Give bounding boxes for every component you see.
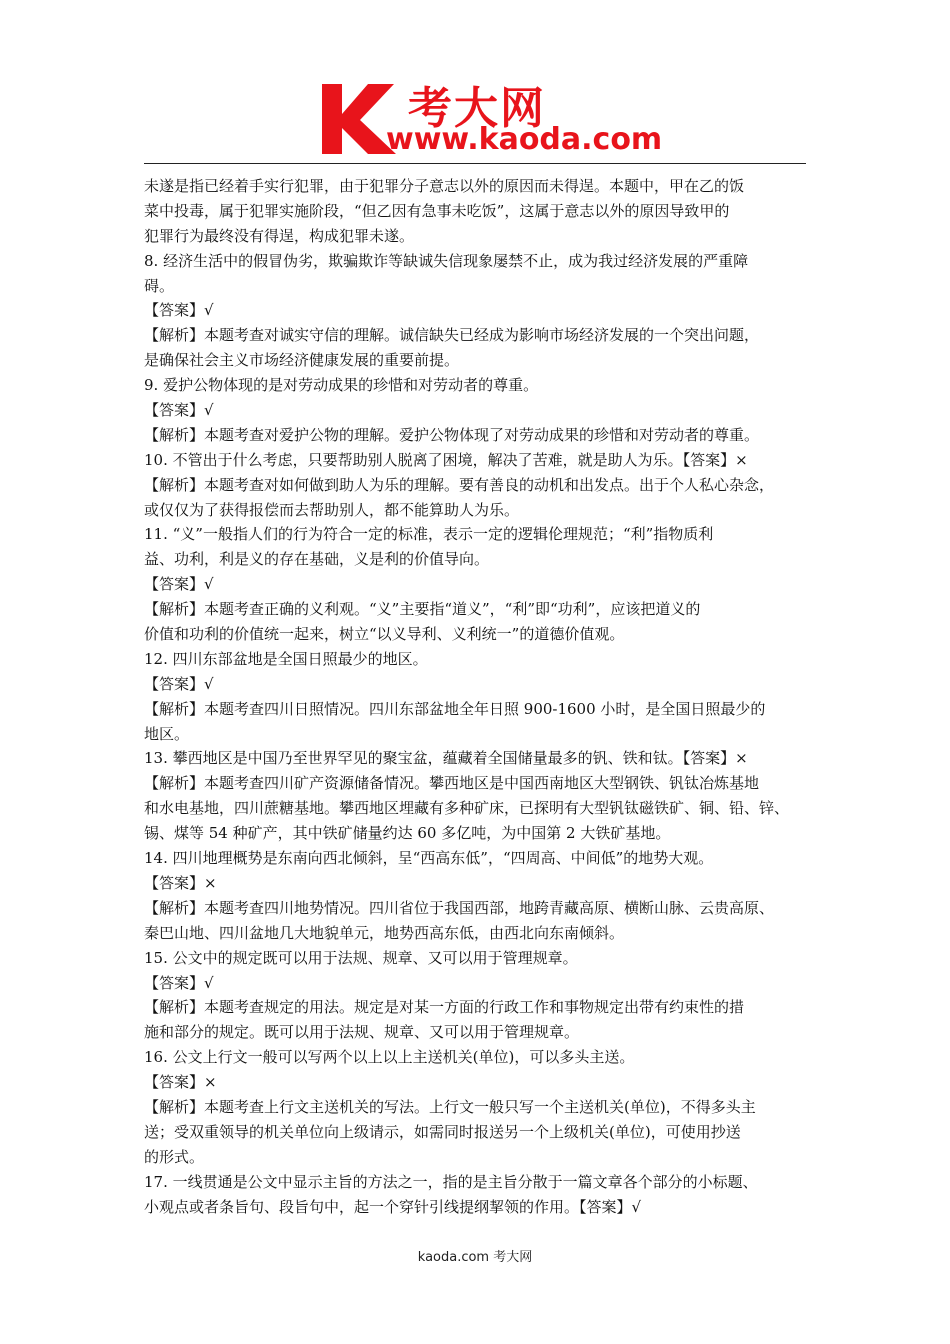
text-line: 【解析】本题考查对诚实守信的理解。诚信缺失已经成为影响市场经济发展的一个突出问题，	[144, 326, 760, 345]
site-logo[interactable]	[316, 76, 663, 160]
text-line: 11. “义”一般指人们的行为符合一定的标准，表示一定的逻辑伦理规范；“利”指物质利	[144, 525, 714, 544]
text-line: 价值和功利的价值统一起来，树立“以义导利、义利统一”的道德价值观。	[144, 625, 625, 644]
text-line: 12. 四川东部盆地是全国日照最少的地区。	[144, 649, 428, 668]
text-line: 犯罪行为最终没有得逞，构成犯罪未遂。	[144, 226, 415, 245]
text-line: 【解析】本题考查规定的用法。规定是对某一方面的行政工作和事物规定出带有约束性的措	[144, 998, 745, 1017]
text-line: 【解析】本题考查四川地势情况。四川省位于我国西部，地跨青藏高原、横断山脉、云贵高原、	[144, 898, 775, 917]
text-line: 【答案】×	[144, 1073, 217, 1092]
text-line: 送；受双重领导的机关单位向上级请示，如需同时报送另一个上级机关(单位)，可使用抄送	[144, 1122, 741, 1141]
text-line: 8. 经济生活中的假冒伪劣，欺骗欺诈等缺诚失信现象屡禁不止，成为我过经济发展的严重障	[144, 251, 749, 270]
text-line: 【解析】本题考查四川日照情况。四川东部盆地全年日照 900-1600 小时，是全国日照最少的	[144, 699, 766, 718]
text-line: 17. 一线贯通是公文中显示主旨的方法之一，指的是主旨分散于一篇文章各个部分的小标题、	[144, 1172, 758, 1191]
text-line: 【答案】×	[144, 873, 217, 892]
text-line: 10. 不管出于什么考虑，只要帮助别人脱离了困境，解决了苦难，就是助人为乐。【答案】×	[144, 450, 748, 469]
text-line: 和水电基地，四川蔗糖基地。攀西地区埋藏有多种矿床，已探明有大型钒钛磁铁矿、铜、铅、锌、	[144, 799, 790, 818]
text-line: 【答案】√	[144, 401, 214, 420]
text-line: 益、功利，利是义的存在基础，义是利的价值导向。	[144, 550, 490, 569]
text-line: 【答案】√	[144, 674, 214, 693]
text-line: 【解析】本题考查正确的义利观。“义”主要指“道义”，“利”即“功利”，应该把道义的	[144, 600, 701, 619]
text-line: 的形式。	[144, 1147, 205, 1166]
text-line: 14. 四川地理概势是东南向西北倾斜，呈“西高东低”，“四周高、中间低”的地势大观。	[144, 849, 714, 868]
text-line: 或仅仅为了获得报偿而去帮助别人，都不能算助人为乐。	[144, 500, 520, 519]
text-line: 【解析】本题考查对如何做到助人为乐的理解。要有善良的动机和出发点。出于个人私心杂念，	[144, 475, 775, 494]
text-line: 锡、煤等 54 种矿产，其中铁矿储量约达 60 多亿吨，为中国第 2 大铁矿基地。	[144, 824, 671, 843]
text-line: 秦巴山地、四川盆地几大地貌单元，地势西高东低，由西北向东南倾斜。	[144, 923, 625, 942]
logo-brand-text: 考大网	[408, 83, 546, 134]
logo-url-text: www.kaoda.com	[386, 122, 663, 157]
text-line: 【答案】√	[144, 973, 214, 992]
text-line: 9. 爱护公物体现的是对劳动成果的珍惜和对劳动者的尊重。	[144, 376, 539, 395]
text-line: 施和部分的规定。既可以用于法规、规章、又可以用于管理规章。	[144, 1023, 580, 1042]
text-line: 小观点或者条旨句、段旨句中，起一个穿针引线提纲挈领的作用。【答案】√	[144, 1197, 642, 1216]
page-footer: kaoda.com 考大网	[417, 1250, 533, 1265]
text-line: 【解析】本题考查对爱护公物的理解。爱护公物体现了对劳动成果的珍惜和对劳动者的尊重。	[144, 425, 760, 444]
text-line: 【解析】本题考查上行文主送机关的写法。上行文一般只写一个主送机关(单位)，不得多头主	[144, 1097, 756, 1116]
document-body	[144, 174, 812, 1219]
text-line: 未遂是指已经着手实行犯罪，由于犯罪分子意志以外的原因而未得逞。本题中，甲在乙的饭	[144, 177, 745, 195]
text-line: 碍。	[144, 276, 175, 295]
text-line: 15. 公文中的规定既可以用于法规、规章、又可以用于管理规章。	[144, 948, 578, 967]
text-line: 是确保社会主义市场经济健康发展的重要前提。	[144, 351, 460, 370]
text-line: 16. 公文上行文一般可以写两个以上以上主送机关(单位)，可以多头主送。	[144, 1048, 635, 1067]
text-line: 地区。	[144, 724, 190, 743]
text-line: 13. 攀西地区是中国乃至世界罕见的聚宝盆，蕴藏着全国储量最多的钒、铁和钛。【答案】×	[144, 749, 748, 768]
text-line: 【解析】本题考查四川矿产资源储备情况。攀西地区是中国西南地区大型钢铁、钒钛冶炼基地	[144, 774, 760, 793]
text-line: 【答案】√	[144, 301, 214, 320]
text-line: 【答案】√	[144, 575, 214, 594]
header-divider	[144, 163, 806, 164]
text-line: 菜中投毒，属于犯罪实施阶段，“但乙因有急事未吃饭”，这属于意志以外的原因导致甲的	[144, 201, 730, 220]
